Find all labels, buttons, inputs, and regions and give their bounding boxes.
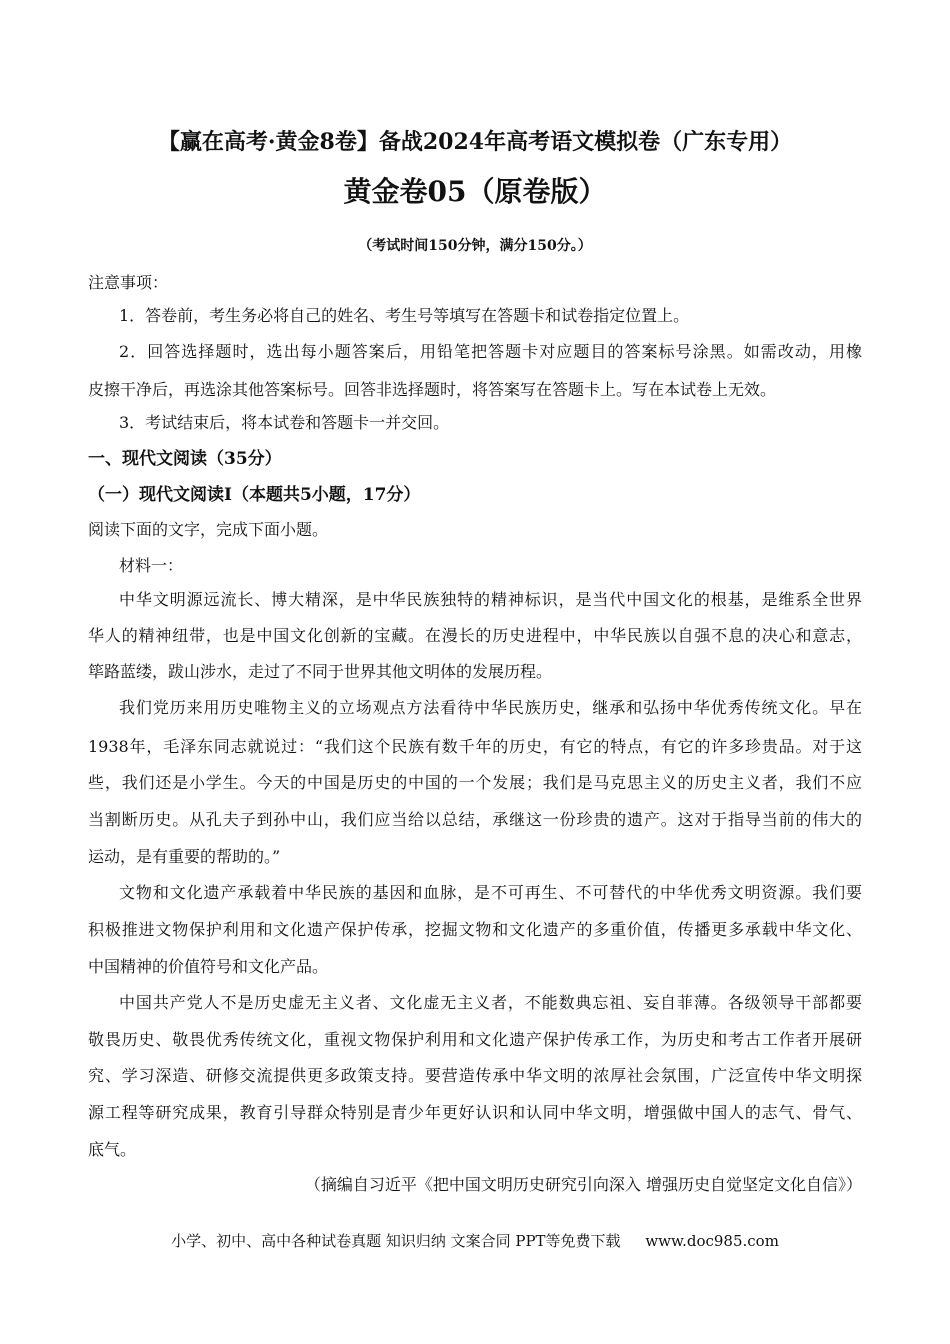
- passage-line: 究、学习深造、研修交流提供更多政策支持。要营造传承中华文明的浓厚社会氛围，广泛宣传中华文明探: [88, 1066, 862, 1085]
- passage-line: 华人的精神纽带，也是中国文化创新的宝藏。在漫长的历史进程中，中华民族以自强不息的决心和意志，: [88, 626, 862, 645]
- notice-item-2: 2．回答选择题时，选出每小题答案后，用铅笔把答题卡对应题目的答案标号涂黑。如需改动，用橡: [119, 342, 862, 361]
- passage-line: 敬畏历史、敬畏优秀传统文化，重视文物保护利用和文化遗产保护传承工作，为历史和考古工作者开展研: [88, 1030, 862, 1049]
- notice-item-2-cont: 皮擦干净后，再选涂其他答案标号。回答非选择题时，将答案写在答题卡上。写在本试卷上无效。: [88, 380, 777, 399]
- passage-line: 中华文明源远流长、博大精深，是中华民族独特的精神标识，是当代中国文化的根基，是维系全世界: [119, 590, 862, 609]
- section-instruction: 阅读下面的文字，完成下面小题。: [88, 520, 329, 539]
- passage-line: 积极推进文物保护利用和文化遗产保护传承，挖掘文物和文化遗产的多重价值，传播更多承载中华文化、: [88, 920, 862, 939]
- notice-item-3: 3．考试结束后，将本试卷和答题卡一并交回。: [119, 413, 450, 432]
- section-subheading: （一）现代文阅读Ⅰ（本题共5小题，17分）: [88, 485, 421, 505]
- passage-line: 中国共产党人不是历史虚无主义者、文化虚无主义者，不能数典忘祖、妄自菲薄。各级领导干部都要: [119, 993, 862, 1012]
- passage-line: 源工程等研究成果，教育引导群众特别是青少年更好认识和认同中华文明，增强做中国人的志气、骨气、: [88, 1103, 862, 1122]
- passage-line: 当割断历史。从孔夫子到孙中山，我们应当给以总结，承继这一份珍贵的遗产。这对于指导当前的伟大的: [88, 810, 862, 829]
- passage-line: 1938年，毛泽东同志就说过：“我们这个民族有数千年的历史，有它的特点，有它的许多珍贵品。对于这: [88, 737, 862, 756]
- exam-info: （考试时间150分钟，满分150分。）: [358, 238, 592, 254]
- passage-line: 些，我们还是小学生。今天的中国是历史的中国的一个发展；我们是马克思主义的历史主义者，我们不应: [88, 773, 862, 792]
- notice-item-1: 1．答卷前，考生务必将自己的姓名、考生号等填写在答题卡和试卷指定位置上。: [119, 306, 690, 325]
- passage-line: 我们党历来用历史唯物主义的立场观点方法看待中华民族历史，继承和弘扬中华优秀传统文化。早在: [119, 698, 862, 717]
- passage-line: 中国精神的价值符号和文化产品。: [88, 957, 329, 976]
- material-label: 材料一：: [119, 556, 184, 575]
- series-title: 【赢在高考·黄金8卷】备战2024年高考语文模拟卷（广东专用）: [157, 129, 793, 155]
- paper-title: 黄金卷05（原卷版）: [343, 175, 607, 208]
- passage-line: 底气。: [88, 1140, 137, 1159]
- passage-line: 文物和文化遗产承载着中华民族的基因和血脉，是不可再生、不可替代的中华优秀文明资源。我们要: [119, 883, 862, 902]
- notice-heading: 注意事项：: [88, 273, 169, 292]
- footer-url-link[interactable]: www.doc985.com: [645, 1232, 779, 1250]
- footer-text: 小学、初中、高中各种试卷真题 知识归纳 文案合同 PPT等免费下载: [171, 1232, 621, 1250]
- passage-line: 筚路蓝缕，跋山涉水，走过了不同于世界其他文明体的发展历程。: [88, 662, 553, 681]
- source-citation: （摘编自习近平《把中国文明历史研究引向深入 增强历史自觉坚定文化自信》）: [304, 1175, 862, 1194]
- passage-line: 运动，是有重要的帮助的。”: [88, 847, 281, 866]
- footer: [0, 1232, 950, 1250]
- section-heading: 一、现代文阅读（35分）: [88, 449, 282, 469]
